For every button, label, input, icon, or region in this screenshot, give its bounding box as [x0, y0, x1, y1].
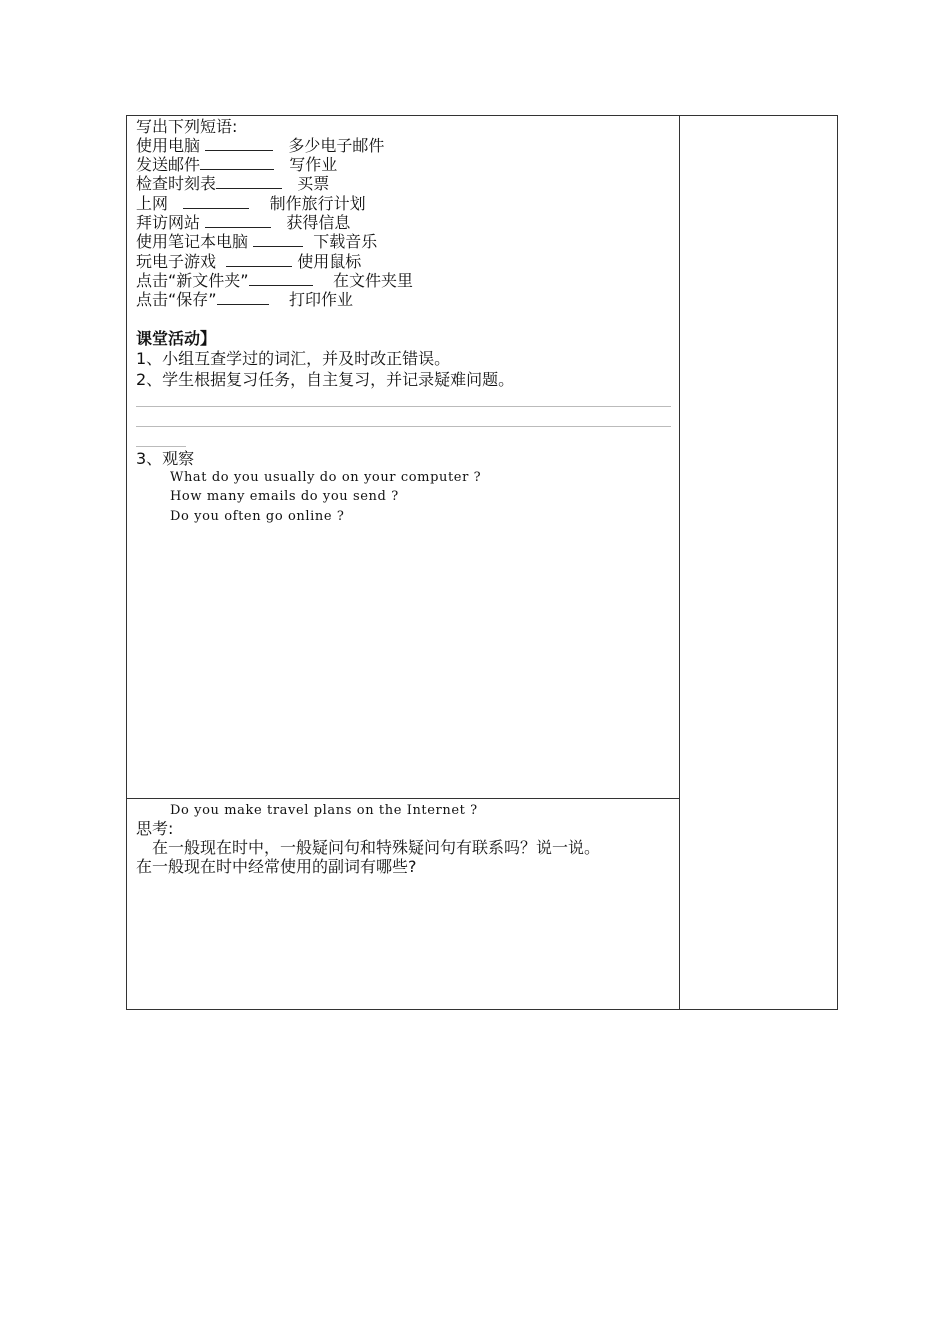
phrase-row-9: 点击“保存” 打印作业 [136, 290, 353, 309]
answer-line-2 [136, 426, 671, 427]
phrase-row-3: 检查时刻表 买票 [136, 174, 330, 193]
example-sentence-3: Do you often go online ? [170, 509, 345, 524]
column-divider [679, 115, 680, 1010]
phrase-row-5: 拜访网站 获得信息 [136, 213, 351, 232]
phrase-row-7: 玩电子游戏 使用鼠标 [136, 252, 362, 271]
activity-title: 课堂活动】 [136, 329, 217, 348]
row-divider [126, 798, 680, 799]
phrase-row-4: 上网 制作旅行计划 [136, 194, 366, 213]
think-title: 思考: [136, 819, 174, 838]
think-question-1: 在一般现在时中，一般疑问句和特殊疑问句有联系吗？说一说。 [152, 838, 601, 857]
phrase-row-6: 使用笔记本电脑 下载音乐 [136, 232, 378, 251]
activity-item-2: 2、学生根据复习任务，自主复习，并记录疑难问题。 [136, 370, 515, 389]
think-question-2: 在一般现在时中经常使用的副词有哪些? [136, 857, 417, 876]
answer-line-3 [136, 446, 186, 447]
answer-line-1 [136, 406, 671, 407]
phrases-title: 写出下列短语: [136, 117, 238, 136]
example-sentence-2: How many emails do you send ? [170, 489, 399, 504]
activity-item-1: 1、小组互查学过的词汇，并及时改正错误。 [136, 349, 451, 368]
example-sentence-1: What do you usually do on your computer ? [170, 470, 482, 485]
example-sentence-4: Do you make travel plans on the Internet ? [170, 803, 478, 818]
phrase-row-8: 点击“新文件夹” 在文件夹里 [136, 271, 413, 290]
phrase-row-1: 使用电脑 多少电子邮件 [136, 136, 385, 155]
phrase-row-2: 发送邮件 写作业 [136, 155, 338, 174]
observe-title: 3、观察 [136, 449, 195, 468]
